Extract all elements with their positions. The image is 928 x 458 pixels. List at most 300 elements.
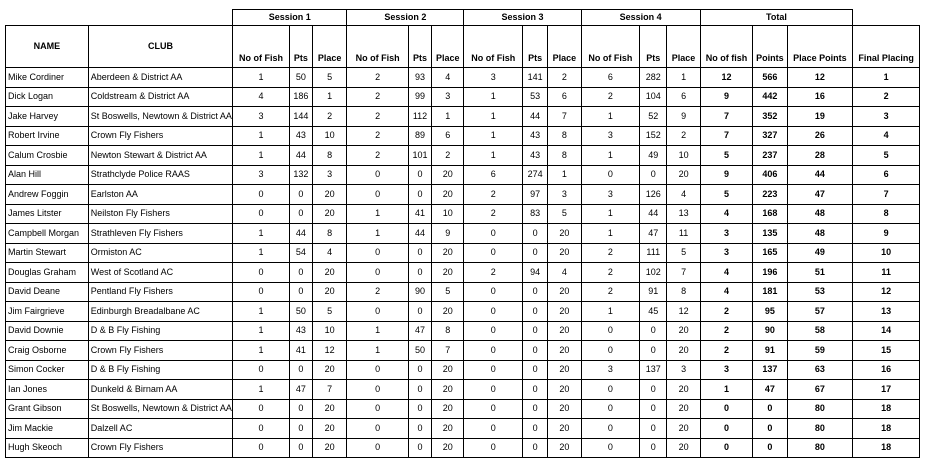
session-2-fish-cell: 0 bbox=[347, 263, 409, 283]
total-fish-cell: 2 bbox=[700, 341, 753, 361]
session-1-place-cell: 2 bbox=[312, 107, 346, 127]
session-2-fish-cell: 1 bbox=[347, 204, 409, 224]
session-3-place-cell: 20 bbox=[548, 321, 581, 341]
final-placing-cell: 12 bbox=[853, 282, 920, 302]
table-row bbox=[6, 126, 920, 146]
session-1-place-cell: 3 bbox=[312, 165, 346, 185]
session-2-pts-cell: 47 bbox=[408, 321, 431, 341]
final-placing-header: Final Placing bbox=[853, 26, 920, 68]
session-4-pts-cell: 0 bbox=[640, 165, 667, 185]
total-fish-cell: 12 bbox=[700, 68, 753, 88]
session-1-place-cell: 5 bbox=[312, 68, 346, 88]
table-row bbox=[6, 146, 920, 166]
session-4-fish-cell: 1 bbox=[581, 224, 640, 244]
session-1-place-cell: 8 bbox=[312, 224, 346, 244]
table-row bbox=[6, 341, 920, 361]
session-4-pts-cell: 47 bbox=[640, 224, 667, 244]
session-4-pts-cell: 52 bbox=[640, 107, 667, 127]
session-2-fish-cell: 2 bbox=[347, 146, 409, 166]
session-1-place-cell: 5 bbox=[312, 302, 346, 322]
session-3-place-cell: 20 bbox=[548, 243, 581, 263]
session-1-place-cell: 1 bbox=[312, 87, 346, 107]
final-placing-cell: 4 bbox=[853, 126, 920, 146]
session-2-place-cell: 20 bbox=[432, 185, 464, 205]
angler-name-cell: Calum Crosbie bbox=[6, 146, 89, 166]
table-row bbox=[6, 165, 920, 185]
session-3-fish-cell: 0 bbox=[464, 282, 523, 302]
session-1-place-cell: 20 bbox=[312, 438, 346, 458]
club-name-cell: Dunkeld & Birnam AA bbox=[88, 380, 232, 400]
session-4-place-cell: 6 bbox=[667, 87, 700, 107]
angler-name-cell: Douglas Graham bbox=[6, 263, 89, 283]
club-name-cell: Strathclyde Police RAAS bbox=[88, 165, 232, 185]
session-3-place-cell: 6 bbox=[548, 87, 581, 107]
session-1-place-cell: 20 bbox=[312, 204, 346, 224]
session-3-pts-cell: 0 bbox=[523, 302, 548, 322]
total-place-points-cell: 48 bbox=[787, 204, 853, 224]
session-4-fish-cell: 2 bbox=[581, 87, 640, 107]
session-4-pts-cell: 0 bbox=[640, 341, 667, 361]
session-4-pts-cell: 102 bbox=[640, 263, 667, 283]
session-4-fish-cell: 1 bbox=[581, 107, 640, 127]
session-3-place-cell: 20 bbox=[548, 419, 581, 439]
session-3-fish-cell: 1 bbox=[464, 126, 523, 146]
total-fish-header: No of fish bbox=[700, 26, 753, 68]
total-place-points-cell: 51 bbox=[787, 263, 853, 283]
s3-place-header: Place bbox=[548, 26, 581, 68]
table-row bbox=[6, 263, 920, 283]
session-3-fish-cell: 1 bbox=[464, 107, 523, 127]
angler-name-cell: Dick Logan bbox=[6, 87, 89, 107]
session-3-place-cell: 4 bbox=[548, 263, 581, 283]
session-2-fish-cell: 0 bbox=[347, 380, 409, 400]
session-2-pts-cell: 0 bbox=[408, 165, 431, 185]
angler-name-cell: Alan Hill bbox=[6, 165, 89, 185]
session-4-place-cell: 4 bbox=[667, 185, 700, 205]
session-3-place-cell: 5 bbox=[548, 204, 581, 224]
session-2-pts-cell: 0 bbox=[408, 243, 431, 263]
total-place-points-cell: 57 bbox=[787, 302, 853, 322]
session-4-place-cell: 11 bbox=[667, 224, 700, 244]
session-1-fish-cell: 3 bbox=[233, 165, 290, 185]
final-placing-cell: 2 bbox=[853, 87, 920, 107]
session-2-fish-cell: 2 bbox=[347, 282, 409, 302]
session-3-pts-cell: 0 bbox=[523, 419, 548, 439]
session-4-fish-cell: 1 bbox=[581, 302, 640, 322]
session-4-pts-cell: 0 bbox=[640, 321, 667, 341]
name-column-header: NAME bbox=[6, 26, 89, 68]
total-points-cell: 327 bbox=[753, 126, 787, 146]
final-placing-cell: 11 bbox=[853, 263, 920, 283]
session-3-pts-cell: 141 bbox=[523, 68, 548, 88]
angler-name-cell: Andrew Foggin bbox=[6, 185, 89, 205]
session-2-pts-cell: 0 bbox=[408, 438, 431, 458]
session-4-place-cell: 10 bbox=[667, 146, 700, 166]
results-table bbox=[5, 9, 920, 458]
session-3-place-cell: 20 bbox=[548, 438, 581, 458]
session-header-row bbox=[6, 10, 920, 26]
session-2-pts-cell: 0 bbox=[408, 360, 431, 380]
session-3-fish-cell: 0 bbox=[464, 399, 523, 419]
total-points-cell: 0 bbox=[753, 438, 787, 458]
session-3-place-cell: 8 bbox=[548, 146, 581, 166]
session-2-fish-cell: 2 bbox=[347, 107, 409, 127]
final-placing-cell: 3 bbox=[853, 107, 920, 127]
total-place-points-header: Place Points bbox=[787, 26, 853, 68]
session-3-fish-cell: 0 bbox=[464, 243, 523, 263]
s2-place-header: Place bbox=[432, 26, 464, 68]
session-3-pts-cell: 43 bbox=[523, 126, 548, 146]
session-2-place-cell: 1 bbox=[432, 107, 464, 127]
session-1-pts-cell: 132 bbox=[289, 165, 312, 185]
session-1-pts-cell: 0 bbox=[289, 263, 312, 283]
session-1-place-cell: 20 bbox=[312, 185, 346, 205]
session-4-place-cell: 7 bbox=[667, 263, 700, 283]
s3-pts-header: Pts bbox=[523, 26, 548, 68]
session-4-place-cell: 12 bbox=[667, 302, 700, 322]
header-spacer-right bbox=[853, 10, 920, 26]
session-2-fish-cell: 0 bbox=[347, 360, 409, 380]
session-3-fish-cell: 2 bbox=[464, 204, 523, 224]
session-4-pts-cell: 0 bbox=[640, 438, 667, 458]
total-fish-cell: 3 bbox=[700, 360, 753, 380]
session-2-pts-cell: 89 bbox=[408, 126, 431, 146]
total-points-cell: 223 bbox=[753, 185, 787, 205]
session-3-place-cell: 1 bbox=[548, 165, 581, 185]
angler-name-cell: James Litster bbox=[6, 204, 89, 224]
session-1-fish-cell: 1 bbox=[233, 302, 290, 322]
session-3-pts-cell: 97 bbox=[523, 185, 548, 205]
session-4-fish-cell: 2 bbox=[581, 263, 640, 283]
session-1-pts-cell: 50 bbox=[289, 68, 312, 88]
total-points-cell: 196 bbox=[753, 263, 787, 283]
total-points-cell: 566 bbox=[753, 68, 787, 88]
s3-fish-header: No of Fish bbox=[464, 26, 523, 68]
angler-name-cell: Jim Mackie bbox=[6, 419, 89, 439]
table-row bbox=[6, 419, 920, 439]
angler-name-cell: Simon Cocker bbox=[6, 360, 89, 380]
angler-name-cell: David Downie bbox=[6, 321, 89, 341]
session-1-pts-cell: 44 bbox=[289, 224, 312, 244]
session-2-place-cell: 20 bbox=[432, 243, 464, 263]
session-4-pts-cell: 0 bbox=[640, 399, 667, 419]
session-3-pts-cell: 83 bbox=[523, 204, 548, 224]
club-column-header: CLUB bbox=[88, 26, 232, 68]
session-1-fish-cell: 1 bbox=[233, 126, 290, 146]
club-name-cell: Crown Fly Fishers bbox=[88, 341, 232, 361]
session-4-place-cell: 1 bbox=[667, 68, 700, 88]
final-placing-cell: 13 bbox=[853, 302, 920, 322]
session-2-pts-cell: 0 bbox=[408, 185, 431, 205]
table-row bbox=[6, 107, 920, 127]
table-row bbox=[6, 302, 920, 322]
total-place-points-cell: 48 bbox=[787, 224, 853, 244]
final-placing-cell: 9 bbox=[853, 224, 920, 244]
s4-fish-header: No of Fish bbox=[581, 26, 640, 68]
session-3-pts-cell: 0 bbox=[523, 380, 548, 400]
total-header: Total bbox=[700, 10, 852, 26]
club-name-cell: Coldstream & District AA bbox=[88, 87, 232, 107]
session-1-fish-cell: 0 bbox=[233, 204, 290, 224]
angler-name-cell: Robert Irvine bbox=[6, 126, 89, 146]
session-3-place-cell: 20 bbox=[548, 224, 581, 244]
session-1-place-cell: 10 bbox=[312, 126, 346, 146]
final-placing-cell: 14 bbox=[853, 321, 920, 341]
session-4-fish-cell: 1 bbox=[581, 146, 640, 166]
session-2-fish-cell: 2 bbox=[347, 87, 409, 107]
session-1-fish-cell: 1 bbox=[233, 321, 290, 341]
session-1-place-cell: 20 bbox=[312, 399, 346, 419]
club-name-cell: Neilston Fly Fishers bbox=[88, 204, 232, 224]
table-row bbox=[6, 438, 920, 458]
session-2-pts-cell: 93 bbox=[408, 68, 431, 88]
session-4-place-cell: 20 bbox=[667, 165, 700, 185]
session-3-pts-cell: 274 bbox=[523, 165, 548, 185]
club-name-cell: West of Scotland AC bbox=[88, 263, 232, 283]
session-2-fish-cell: 2 bbox=[347, 126, 409, 146]
session-1-fish-cell: 1 bbox=[233, 243, 290, 263]
club-name-cell: St Boswells, Newtown & District AA bbox=[88, 107, 232, 127]
session-4-pts-cell: 152 bbox=[640, 126, 667, 146]
session-1-fish-cell: 0 bbox=[233, 360, 290, 380]
session-4-pts-cell: 45 bbox=[640, 302, 667, 322]
final-placing-cell: 8 bbox=[853, 204, 920, 224]
session-2-place-cell: 20 bbox=[432, 165, 464, 185]
session-3-fish-cell: 3 bbox=[464, 68, 523, 88]
session-1-pts-cell: 186 bbox=[289, 87, 312, 107]
session-4-place-cell: 5 bbox=[667, 243, 700, 263]
session-3-fish-cell: 2 bbox=[464, 263, 523, 283]
session-3-place-cell: 3 bbox=[548, 185, 581, 205]
angler-name-cell: Grant Gibson bbox=[6, 399, 89, 419]
session-1-fish-cell: 0 bbox=[233, 185, 290, 205]
session-3-fish-cell: 0 bbox=[464, 321, 523, 341]
final-placing-cell: 5 bbox=[853, 146, 920, 166]
session-4-place-cell: 9 bbox=[667, 107, 700, 127]
club-name-cell: Strathleven Fly Fishers bbox=[88, 224, 232, 244]
total-points-cell: 0 bbox=[753, 419, 787, 439]
session-3-fish-cell: 0 bbox=[464, 419, 523, 439]
final-placing-cell: 7 bbox=[853, 185, 920, 205]
session-3-pts-cell: 0 bbox=[523, 224, 548, 244]
club-name-cell: Dalzell AC bbox=[88, 419, 232, 439]
total-fish-cell: 5 bbox=[700, 146, 753, 166]
total-fish-cell: 4 bbox=[700, 282, 753, 302]
total-points-cell: 135 bbox=[753, 224, 787, 244]
total-points-cell: 90 bbox=[753, 321, 787, 341]
total-fish-cell: 7 bbox=[700, 107, 753, 127]
session-3-place-cell: 8 bbox=[548, 126, 581, 146]
total-place-points-cell: 49 bbox=[787, 243, 853, 263]
results-body bbox=[6, 68, 920, 458]
session-1-pts-cell: 47 bbox=[289, 380, 312, 400]
total-points-cell: 137 bbox=[753, 360, 787, 380]
session-2-pts-cell: 101 bbox=[408, 146, 431, 166]
club-name-cell: Ormiston AC bbox=[88, 243, 232, 263]
total-fish-cell: 2 bbox=[700, 321, 753, 341]
session-4-place-cell: 20 bbox=[667, 438, 700, 458]
angler-name-cell: Ian Jones bbox=[6, 380, 89, 400]
total-fish-cell: 0 bbox=[700, 419, 753, 439]
session-4-fish-cell: 0 bbox=[581, 341, 640, 361]
session-1-pts-cell: 43 bbox=[289, 321, 312, 341]
session-2-place-cell: 20 bbox=[432, 360, 464, 380]
total-place-points-cell: 80 bbox=[787, 399, 853, 419]
total-place-points-cell: 12 bbox=[787, 68, 853, 88]
session-3-place-cell: 20 bbox=[548, 282, 581, 302]
session-2-place-cell: 10 bbox=[432, 204, 464, 224]
club-name-cell: Pentland Fly Fishers bbox=[88, 282, 232, 302]
session-1-place-cell: 12 bbox=[312, 341, 346, 361]
session-1-place-cell: 20 bbox=[312, 263, 346, 283]
total-fish-cell: 4 bbox=[700, 204, 753, 224]
total-points-cell: 352 bbox=[753, 107, 787, 127]
session-3-pts-cell: 0 bbox=[523, 282, 548, 302]
total-place-points-cell: 16 bbox=[787, 87, 853, 107]
session-1-pts-cell: 0 bbox=[289, 282, 312, 302]
session-1-place-cell: 20 bbox=[312, 282, 346, 302]
session-2-pts-cell: 50 bbox=[408, 341, 431, 361]
session-4-place-cell: 20 bbox=[667, 419, 700, 439]
session-2-place-cell: 8 bbox=[432, 321, 464, 341]
session-4-pts-cell: 126 bbox=[640, 185, 667, 205]
total-points-cell: 168 bbox=[753, 204, 787, 224]
session-4-pts-cell: 104 bbox=[640, 87, 667, 107]
session-2-header: Session 2 bbox=[347, 10, 464, 26]
session-2-fish-cell: 0 bbox=[347, 302, 409, 322]
s2-pts-header: Pts bbox=[408, 26, 431, 68]
total-points-cell: 181 bbox=[753, 282, 787, 302]
total-points-cell: 95 bbox=[753, 302, 787, 322]
total-place-points-cell: 53 bbox=[787, 282, 853, 302]
total-fish-cell: 0 bbox=[700, 438, 753, 458]
session-1-fish-cell: 0 bbox=[233, 419, 290, 439]
session-1-place-cell: 8 bbox=[312, 146, 346, 166]
table-row bbox=[6, 360, 920, 380]
session-1-place-cell: 20 bbox=[312, 360, 346, 380]
session-4-place-cell: 20 bbox=[667, 321, 700, 341]
table-row bbox=[6, 282, 920, 302]
session-2-place-cell: 5 bbox=[432, 282, 464, 302]
s1-pts-header: Pts bbox=[289, 26, 312, 68]
session-1-pts-cell: 0 bbox=[289, 419, 312, 439]
table-row bbox=[6, 185, 920, 205]
session-2-place-cell: 6 bbox=[432, 126, 464, 146]
session-2-pts-cell: 41 bbox=[408, 204, 431, 224]
session-3-header: Session 3 bbox=[464, 10, 581, 26]
total-fish-cell: 5 bbox=[700, 185, 753, 205]
session-4-place-cell: 20 bbox=[667, 341, 700, 361]
table-row bbox=[6, 87, 920, 107]
header-spacer bbox=[6, 10, 233, 26]
total-place-points-cell: 59 bbox=[787, 341, 853, 361]
session-2-fish-cell: 0 bbox=[347, 419, 409, 439]
session-3-pts-cell: 0 bbox=[523, 341, 548, 361]
total-points-cell: 165 bbox=[753, 243, 787, 263]
session-2-pts-cell: 99 bbox=[408, 87, 431, 107]
club-name-cell: St Boswells, Newtown & District AA bbox=[88, 399, 232, 419]
total-place-points-cell: 44 bbox=[787, 165, 853, 185]
session-4-place-cell: 20 bbox=[667, 380, 700, 400]
session-3-fish-cell: 0 bbox=[464, 224, 523, 244]
session-2-fish-cell: 1 bbox=[347, 321, 409, 341]
session-4-fish-cell: 0 bbox=[581, 399, 640, 419]
total-fish-cell: 3 bbox=[700, 243, 753, 263]
results-sheet bbox=[5, 9, 920, 458]
final-placing-cell: 18 bbox=[853, 419, 920, 439]
s4-place-header: Place bbox=[667, 26, 700, 68]
session-1-pts-cell: 43 bbox=[289, 126, 312, 146]
session-4-pts-cell: 137 bbox=[640, 360, 667, 380]
final-placing-cell: 18 bbox=[853, 399, 920, 419]
s1-fish-header: No of Fish bbox=[233, 26, 290, 68]
session-4-fish-cell: 2 bbox=[581, 243, 640, 263]
session-4-place-cell: 3 bbox=[667, 360, 700, 380]
session-4-fish-cell: 0 bbox=[581, 321, 640, 341]
session-3-fish-cell: 1 bbox=[464, 87, 523, 107]
table-row bbox=[6, 321, 920, 341]
session-2-fish-cell: 2 bbox=[347, 68, 409, 88]
total-place-points-cell: 26 bbox=[787, 126, 853, 146]
session-3-pts-cell: 0 bbox=[523, 243, 548, 263]
session-2-place-cell: 20 bbox=[432, 302, 464, 322]
session-2-place-cell: 3 bbox=[432, 87, 464, 107]
session-3-pts-cell: 0 bbox=[523, 399, 548, 419]
session-2-place-cell: 20 bbox=[432, 399, 464, 419]
total-points-cell: 442 bbox=[753, 87, 787, 107]
club-name-cell: Crown Fly Fishers bbox=[88, 438, 232, 458]
session-4-pts-cell: 44 bbox=[640, 204, 667, 224]
table-row bbox=[6, 204, 920, 224]
session-3-place-cell: 20 bbox=[548, 360, 581, 380]
total-place-points-cell: 28 bbox=[787, 146, 853, 166]
session-3-pts-cell: 0 bbox=[523, 438, 548, 458]
session-2-place-cell: 2 bbox=[432, 146, 464, 166]
session-4-fish-cell: 0 bbox=[581, 419, 640, 439]
session-4-pts-cell: 0 bbox=[640, 419, 667, 439]
total-fish-cell: 0 bbox=[700, 399, 753, 419]
session-2-pts-cell: 44 bbox=[408, 224, 431, 244]
table-row bbox=[6, 224, 920, 244]
total-points-header: Points bbox=[753, 26, 787, 68]
table-row bbox=[6, 243, 920, 263]
session-2-pts-cell: 0 bbox=[408, 380, 431, 400]
total-place-points-cell: 63 bbox=[787, 360, 853, 380]
session-1-place-cell: 7 bbox=[312, 380, 346, 400]
total-place-points-cell: 80 bbox=[787, 438, 853, 458]
session-4-fish-cell: 0 bbox=[581, 165, 640, 185]
session-1-pts-cell: 0 bbox=[289, 360, 312, 380]
session-3-pts-cell: 0 bbox=[523, 360, 548, 380]
total-fish-cell: 2 bbox=[700, 302, 753, 322]
angler-name-cell: Martin Stewart bbox=[6, 243, 89, 263]
final-placing-cell: 18 bbox=[853, 438, 920, 458]
session-1-pts-cell: 144 bbox=[289, 107, 312, 127]
session-2-pts-cell: 0 bbox=[408, 302, 431, 322]
session-1-pts-cell: 0 bbox=[289, 204, 312, 224]
angler-name-cell: Jake Harvey bbox=[6, 107, 89, 127]
session-4-fish-cell: 6 bbox=[581, 68, 640, 88]
session-4-pts-cell: 111 bbox=[640, 243, 667, 263]
angler-name-cell: David Deane bbox=[6, 282, 89, 302]
session-3-pts-cell: 94 bbox=[523, 263, 548, 283]
session-4-pts-cell: 282 bbox=[640, 68, 667, 88]
club-name-cell: Crown Fly Fishers bbox=[88, 126, 232, 146]
session-1-fish-cell: 1 bbox=[233, 341, 290, 361]
session-2-fish-cell: 0 bbox=[347, 243, 409, 263]
session-1-pts-cell: 54 bbox=[289, 243, 312, 263]
session-3-fish-cell: 1 bbox=[464, 146, 523, 166]
